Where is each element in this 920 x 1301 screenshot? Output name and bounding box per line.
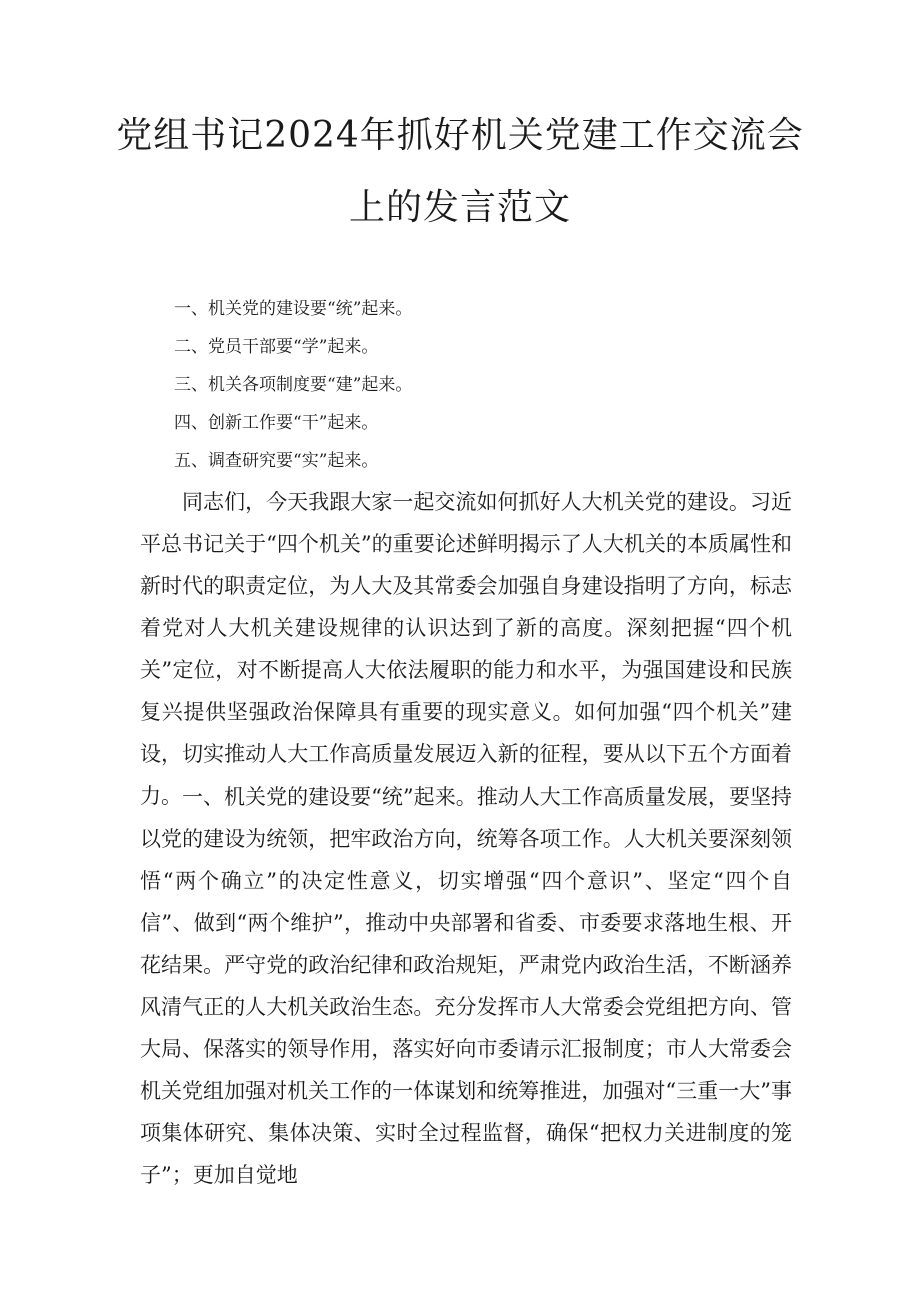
outline-item: 四、创新工作要“干”起来。 bbox=[174, 413, 379, 433]
outline-list bbox=[174, 290, 814, 480]
body-paragraph-intro: 同志们，今天我跟大家一起交流如何抓好人大机关党的建设。习近平总书记关于“四个机关”的重要论述鲜明揭示了人大机关的本质属性和新时代的职责定位，为人大及其常委会加强自身建设指明了方向，标志着党对人大机关建设规律的认识达到了新的高度。深刻把握“四个机关”定位，对不断提高人大依法履职的能力和水平，为强国建设和民族复兴提供坚强政治保障具有重要的现实意义。如何加强“四个机关”建设，切实推动人大工作高质量发展迈入新的征程，要从以下五个方面着力。 bbox=[140, 490, 792, 808]
title-line-2: 上的发言范文 bbox=[348, 187, 571, 228]
outline-item: 二、党员干部要“学”起来。 bbox=[174, 337, 379, 357]
outline-item: 一、机关党的建设要“统”起来。 bbox=[174, 299, 413, 319]
document-title bbox=[100, 100, 820, 244]
body-paragraph-section-1: 一、机关党的建设要“统”起来。推动人大工作高质量发展，要坚持以党的建设为统领，把牢政治方向，统筹各项工作。人大机关要深刻领悟“两个确立”的决定性意义，切实增强“四个意识”、坚定“四个自信”、做到“两个维护”，推动中央部署和省委、市委要求落地生根、开花结果。严守党的政治纪律和政治规矩，严肃党内政治生活，不断涵养风清气正的人大机关政治生态。充分发挥市人大常委会党组把方向、管大局、保落实的领导作用，落实好向市委请示汇报制度；市人大常委会机关党组加强对机关工作的一体谋划和统筹推进，加强对“三重一大”事项集体研究、集体决策、实时全过程监督，确保“把权力关进制度的笼子”；更加自觉地 bbox=[140, 785, 792, 1187]
outline-item: 三、机关各项制度要“建”起来。 bbox=[174, 375, 413, 395]
outline-item: 五、调查研究要“实”起来。 bbox=[174, 451, 379, 471]
title-line-1: 党组书记2024年抓好机关党建工作交流会 bbox=[116, 115, 804, 156]
